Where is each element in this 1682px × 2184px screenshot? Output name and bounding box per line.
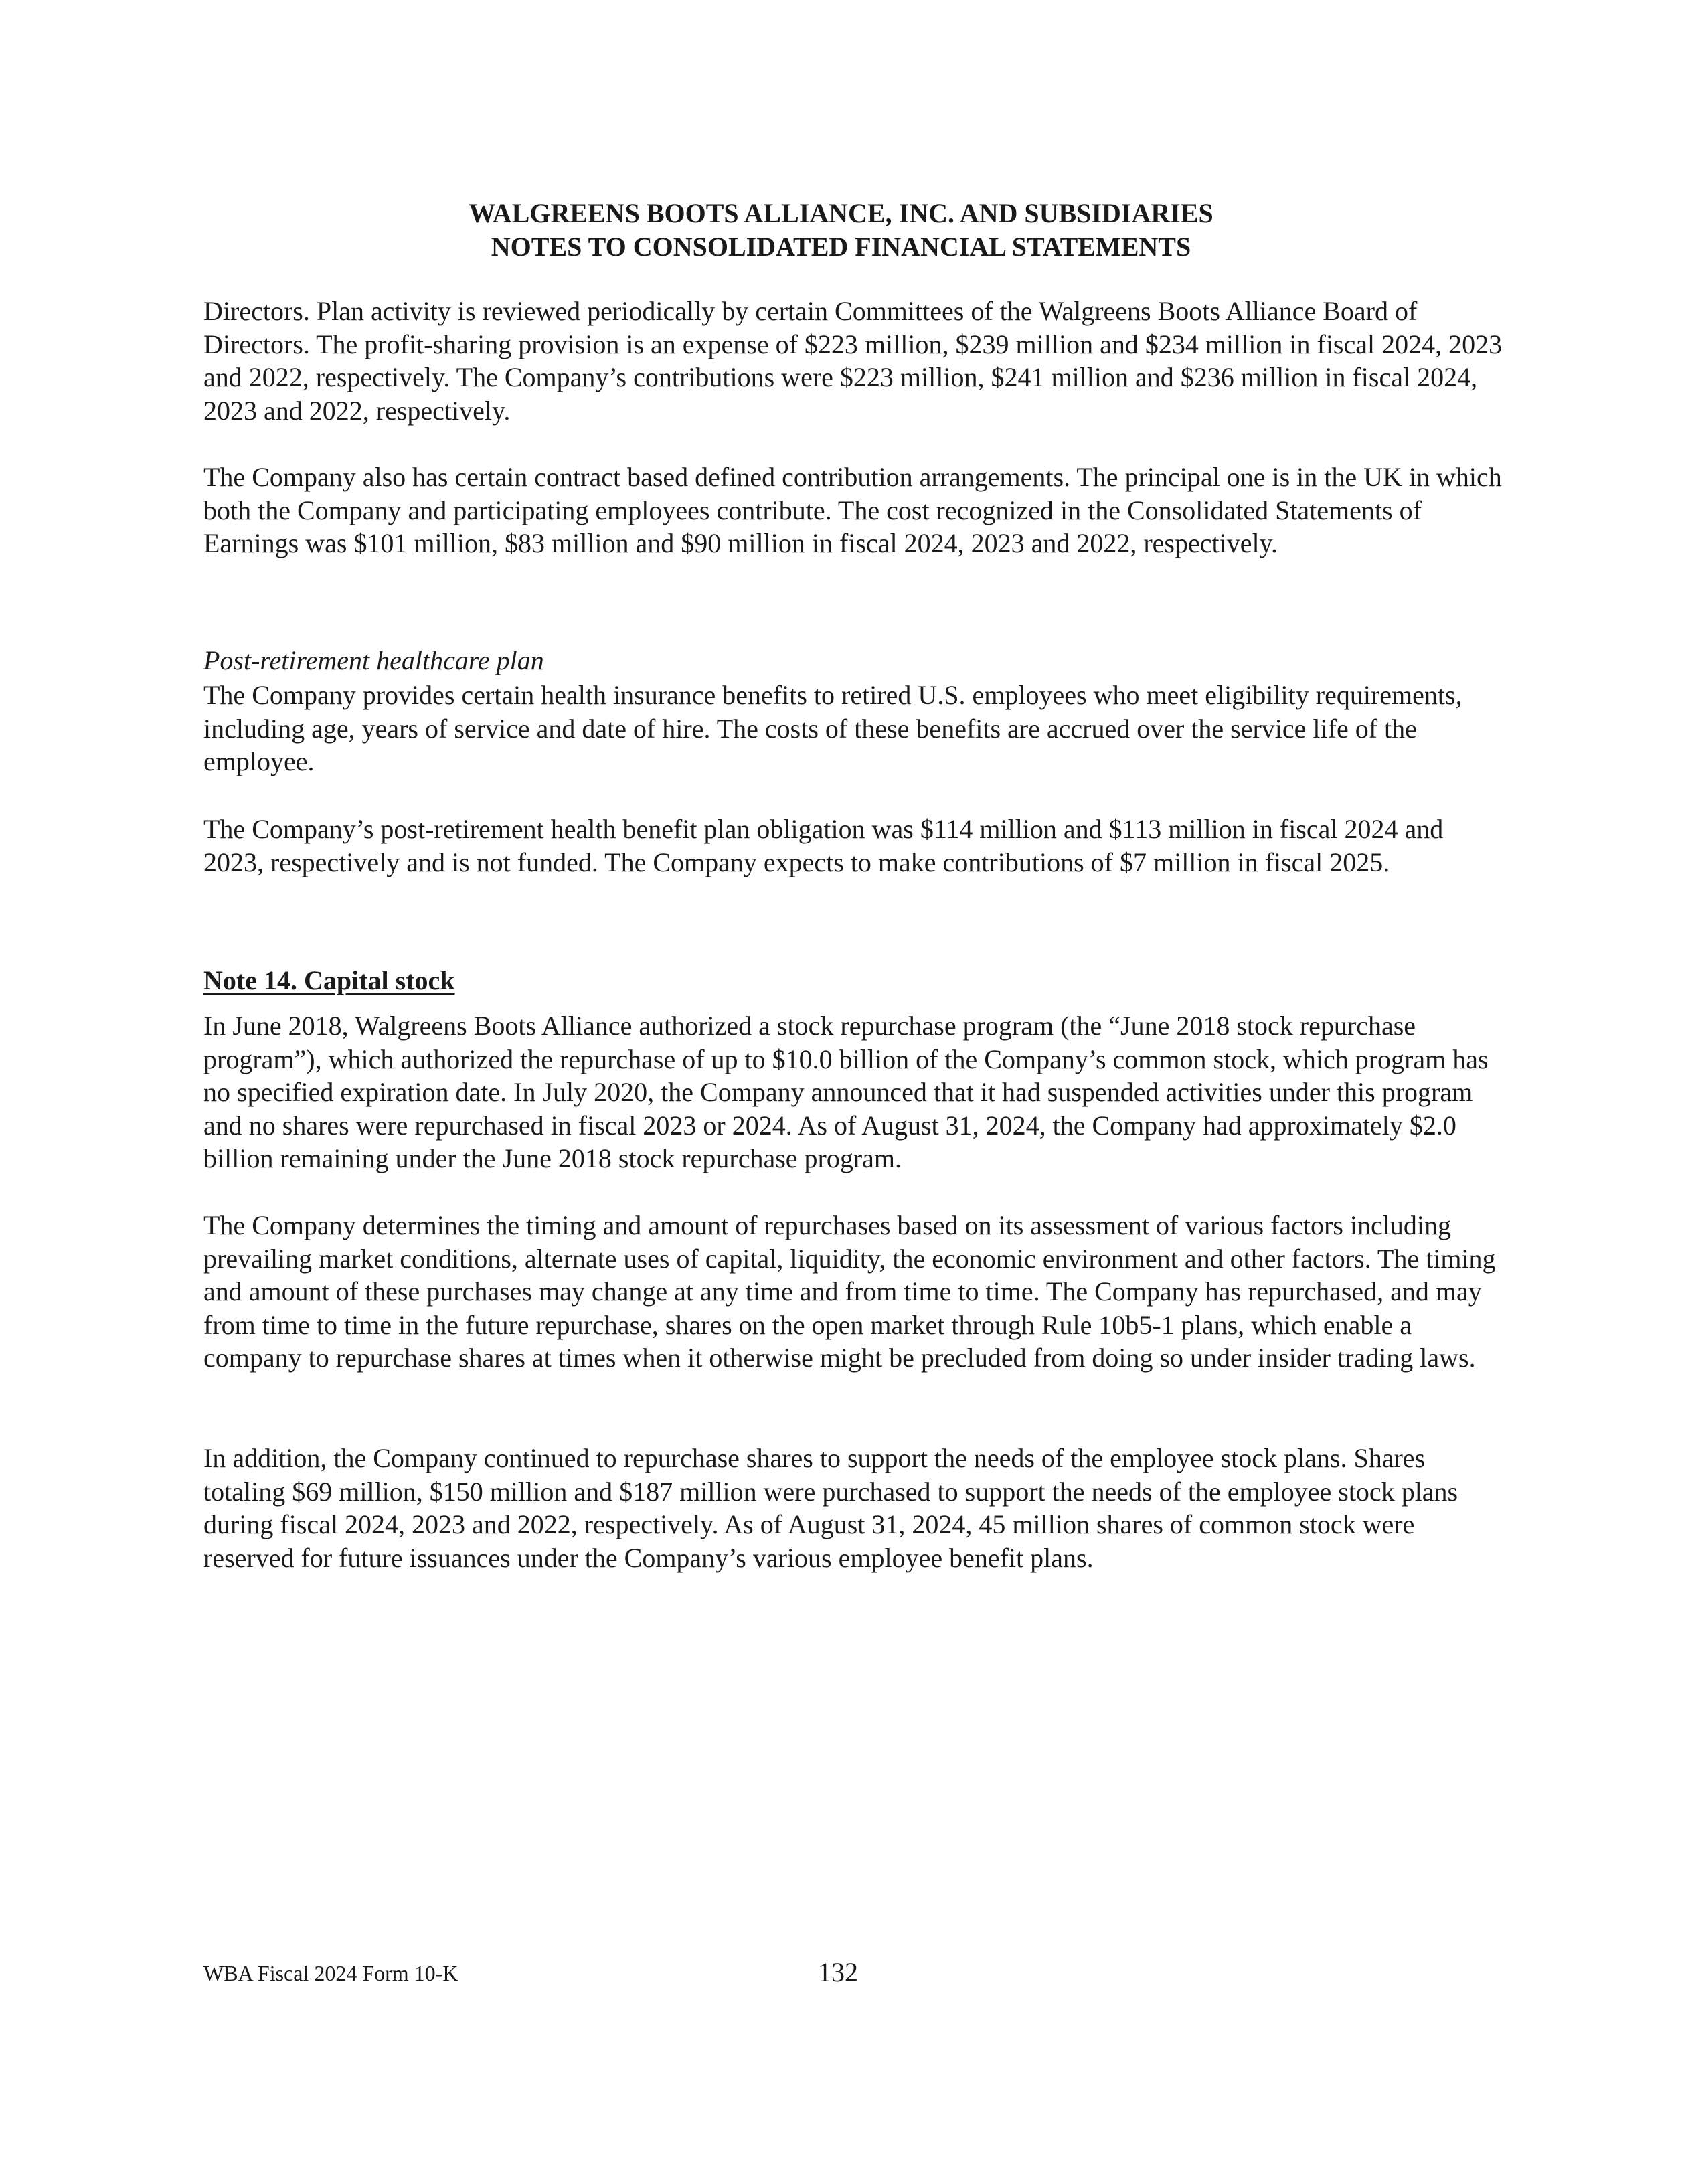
paragraph-repurchase-program: In June 2018, Walgreens Boots Alliance authorized a stock repurchase program (the “June 2018 stock repurchase program”), which authorized the repurchase of up to $10.0 billion of the Company’s common stock, which program has no specified expiration date. In July 2020, the Company announced that it had suspended activities under this program and no shares were repurchased in fiscal 2023 or 2024. As of August 31, 2024, the Company had approximately $2.0 billion remaining under the June 2018 stock repurchase program.	[203, 1011, 1489, 1173]
report-section-title: NOTES TO CONSOLIDATED FINANCIAL STATEMENTS	[491, 232, 1191, 262]
subheading-post-retirement-healthcare: Post-retirement healthcare plan	[203, 645, 544, 675]
paragraph-employee-stock-plans: In addition, the Company continued to repurchase shares to support the needs of the employee stock plans. Shares totaling $69 million, $150 million and $187 million were purchased to support the needs of the employee stock plans during fiscal 2024, 2023 and 2022, respectively. As of August 31, 2024, 45 million shares of common stock were reserved for future issuances under the Company’s various employee benefit plans.	[203, 1443, 1458, 1573]
paragraph-health-benefits: The Company provides certain health insurance benefits to retired U.S. employees who meet eligibility requirements, including age, years of service and date of hire. The costs of these benefits are accrued over the service life of the employee.	[203, 680, 1462, 776]
page-number: 132	[818, 1957, 858, 1987]
report-company-header: WALGREENS BOOTS ALLIANCE, INC. AND SUBSIDIARIES	[469, 198, 1213, 228]
paragraph-profit-sharing: Directors. Plan activity is reviewed periodically by certain Committees of the Walgreens Boots Alliance Board of Directors. The profit-sharing provision is an expense of $223 million, $239 million and $234 million in fiscal 2024, 2023 and 2022, respectively. The Company’s contributions were $223 million, $241 million and $236 million in fiscal 2024, 2023 and 2022, respectively.	[203, 296, 1503, 426]
paragraph-repurchase-timing: The Company determines the timing and amount of repurchases based on its assessment of various factors including prevailing market conditions, alternate uses of capital, liquidity, the economic environment and other factors. The timing and amount of these purchases may change at any time and from time to time. The Company has repurchased, and may from time to time in the future repurchase, shares on the open market through Rule 10b5-1 plans, which enable a company to repurchase shares at times when it otherwise might be precluded from doing so under insider trading laws.	[203, 1210, 1496, 1373]
paragraph-contract-based-arrangements: The Company also has certain contract based defined contribution arrangements. The principal one is in the UK in which both the Company and participating employees contribute. The cost recognized in the Consolidated Statements of Earnings was $101 million, $83 million and $90 million in fiscal 2024, 2023 and 2022, respectively.	[203, 462, 1502, 558]
note-14-heading: Note 14. Capital stock	[203, 965, 455, 995]
paragraph-benefit-obligation: The Company’s post-retirement health benefit plan obligation was $114 million and $113 million in fiscal 2024 and 2023, respectively and is not funded. The Company expects to make contributions of $7 million in fiscal 2025.	[203, 814, 1444, 877]
footer-document-label: WBA Fiscal 2024 Form 10-K	[203, 1961, 458, 1985]
